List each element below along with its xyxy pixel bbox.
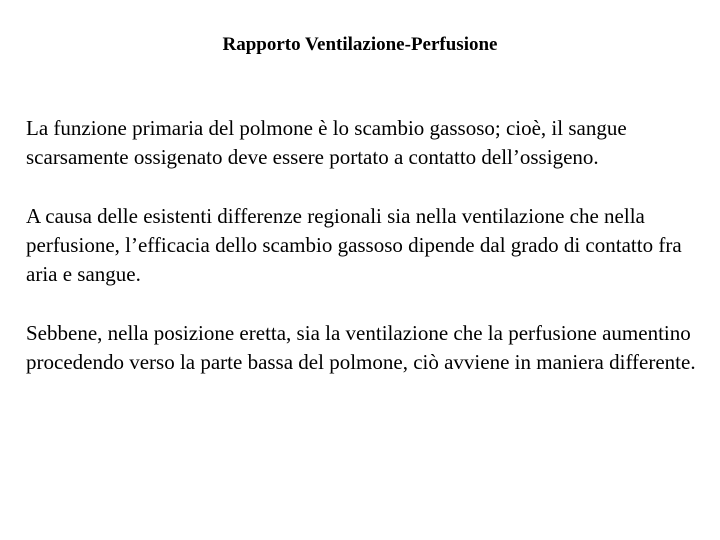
paragraph-3: Sebbene, nella posizione eretta, sia la ventilazione che la perfusione aumentino procedendo verso la parte bassa del polmone, ciò avviene in maniera differente. bbox=[26, 321, 696, 374]
slide-title: Rapporto Ventilazione-Perfusione bbox=[222, 34, 498, 55]
paragraph-1: La funzione primaria del polmone è lo scambio gassoso; cioè, il sangue scarsamente ossigenato deve essere portato a contatto dell’ossigeno. bbox=[26, 116, 627, 169]
paragraph-2: A causa delle esistenti differenze regionali sia nella ventilazione che nella perfusione, l’efficacia dello scambio gassoso dipende dal grado di contatto fra aria e sangue. bbox=[26, 204, 682, 286]
slide-body bbox=[26, 114, 702, 407]
